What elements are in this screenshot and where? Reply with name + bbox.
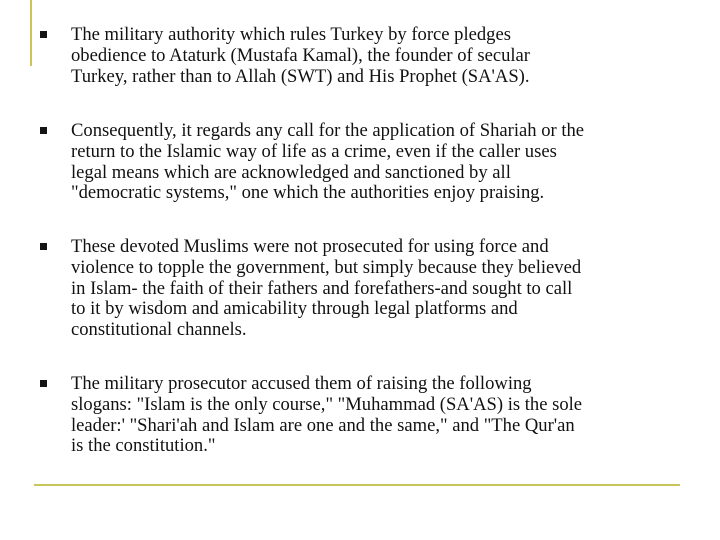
- bullet-text-3: These devoted Muslims were not prosecuted for using force and violence to topple the government, but simply because they believed in Islam- the faith of their fathers and forefathers-and sought to call to it by wisdom and amicability through legal platforms and constitutional channels.: [71, 236, 582, 341]
- square-bullet-icon: [40, 127, 47, 134]
- bullet-text-2: Consequently, it regards any call for the application of Shariah or the return to the Islamic way of life as a crime, even if the caller uses legal means which are acknowledged and sanctioned by all "democratic systems," one which the authorities enjoy praising.: [71, 120, 585, 204]
- bullet-text-4: The military prosecutor accused them of raising the following slogans: "Islam is the only course," "Muhammad (SA'AS) is the sole leader:' "Shari'ah and Islam are one and the same," and "The Qur'an is the constitution.": [71, 373, 583, 457]
- bullet-text-1: The military authority which rules Turkey by force pledges obedience to Ataturk (Mustafa Kamal), the founder of secular Turkey, rather than to Allah (SWT) and His Prophet (SA'AS).: [71, 24, 530, 87]
- bottom-accent-rule: [34, 484, 680, 486]
- square-bullet-icon: [40, 380, 47, 387]
- square-bullet-icon: [40, 31, 47, 38]
- square-bullet-icon: [40, 243, 47, 250]
- left-accent-rule: [30, 0, 32, 66]
